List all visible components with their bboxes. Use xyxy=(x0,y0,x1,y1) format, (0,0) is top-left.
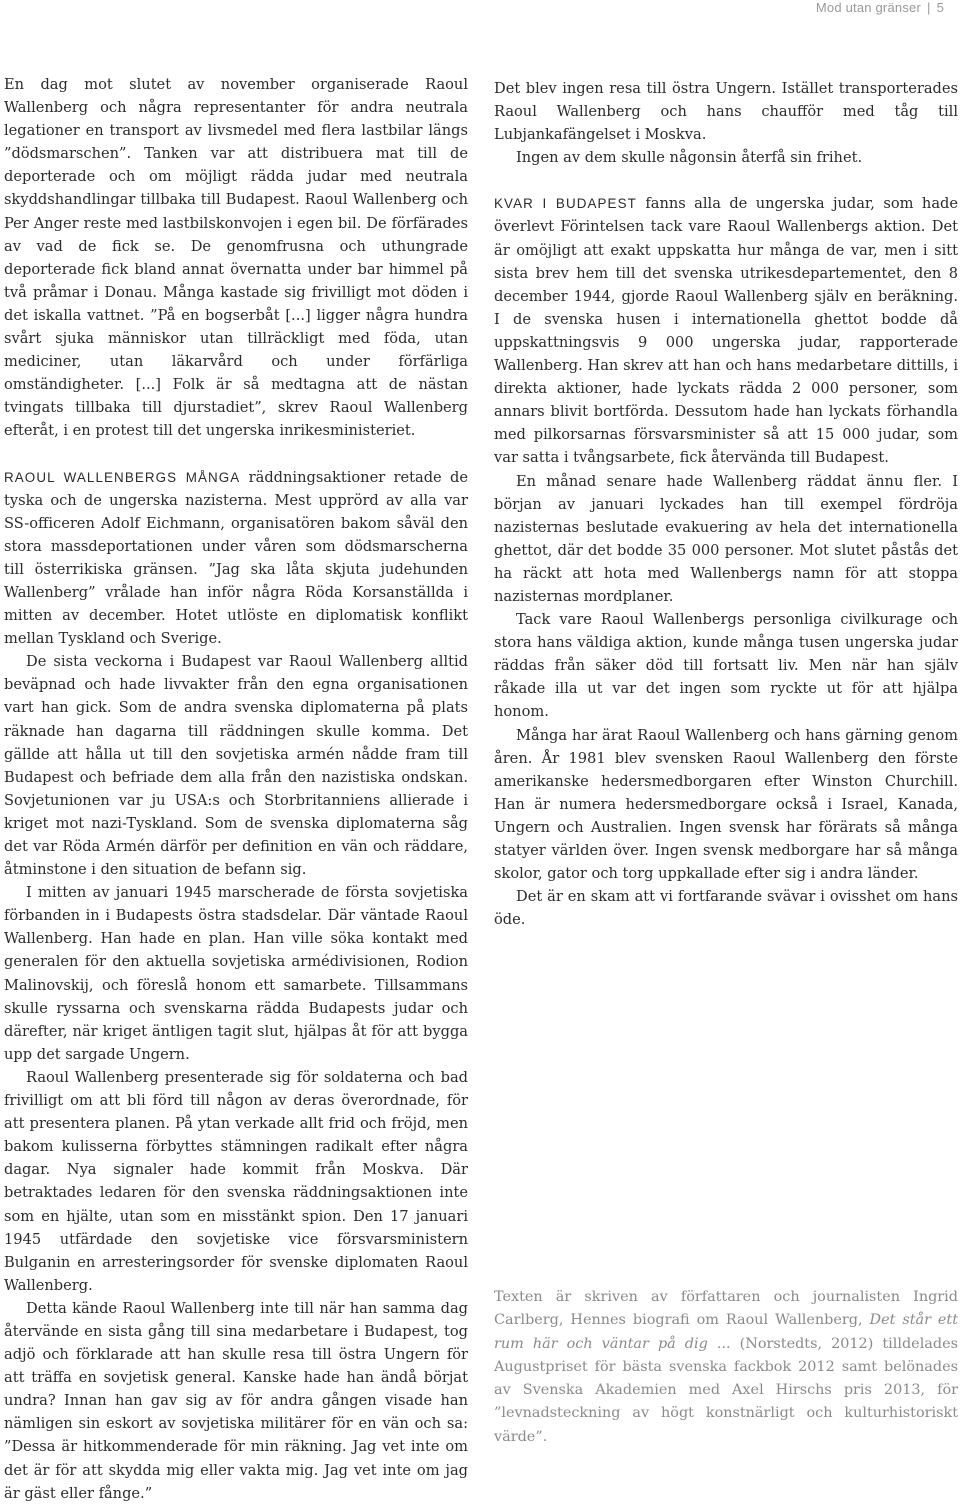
paragraph: De sista veckorna i Budapest var Raoul Wallenberg alltid beväpnad och hade livvakter från den egna organisationen vart han gick. Som de andra svenska diplomaterna på plats räknade han dagarna till räddningen skulle komma. Det gällde att hålla ut till den sovjetiska armén nådde fram till Budapest och befriade dem alla från den nazistiska ondskan. Sovjetunionen var ju USA:s och Storbritanniens allierade i kriget mot nazi-Tyskland. Som de svenska diplomaterna såg det var Röda Armén därför per definition en vän och räddare, åtminstone i den situation de befann sig. xyxy=(4,653,468,879)
paragraph: Detta kände Raoul Wallenberg inte till när han samma dag återvände en sista gång till sina medarbetare i Budapest, tog adjö och förklarade att han skulle resa till östra Ungern för att träffa en sovjetisk general. Kanske hade han ändå börjat undra? Innan han gav sig av för andra gången visade han nämligen sin eskort av sovjetiska militärer för en vän och sa: ”Dessa är hitkommenderade för min räkning. Jag vet inte om det är för att skydda mig eller vakta mig. Jag vet inte om jag är gäst eller fånge.” xyxy=(4,1299,468,1502)
paragraph: En månad senare hade Wallenberg räddat ännu fler. I början av januari lyckades han till exempel fördröja nazisternas beslutade evakuering av hela det internationella ghettot, där det bodde 35 000 personer. Mot slutet påstås det ha räckt att hota med Wallenbergs namn för att stoppa nazisternas mordplaner. xyxy=(494,472,958,605)
paragraph-section-start xyxy=(4,466,468,651)
section-lead-in: RAOUL WALLENBERGS MÅNGA xyxy=(4,469,241,485)
page-number: 5 xyxy=(936,0,944,15)
right-column xyxy=(494,77,958,931)
left-column xyxy=(4,73,468,1505)
paragraph: En dag mot slutet av november organiserade Raoul Wallenberg och några representanter för andra neutrala legationer en transport av livsmedel med flera lastbilar längs ”dödsmarschen”. Tanken var att distribuera mat till de deporterade och om möjligt rädda judar med neutrala skyddshandlingar tillbaka till Budapest. Raoul Wallenberg och Per Anger reste med lastbilskonvojen i egen bil. De förfärades av vad de fick se. De genomfrusna och uthungrade deporterade fick bland annat övernatta under bar himmel på två pråmar i Donau. Många kastade sig frivilligt mot döden i det iskalla vattnet. ”På en bogserbåt [...] ligger några hundra svårt sjuka människor utan tillräckligt med föda, utan mediciner, utan läkarvård och under förfärliga omständigheter. [...] Folk är så medtagna att de nästan tvingats tillbaka till djurstadiet”, skrev Raoul Wallenberg efteråt, i en protest till det ungerska inrikesministeriet. xyxy=(4,76,468,440)
running-header xyxy=(816,0,944,16)
header-separator: | xyxy=(926,0,931,15)
book-title: Det står ett rum här och väntar på dig ... xyxy=(494,1312,958,1352)
footnote-text: (Norstedts, 2012) tilldelades Augustpriset för bästa svenska fackbok 2012 samt belönades av Svenska Akademien med Axel Hirschs pris 2013, för ”levnadsteckning av högt konstnärligt och kulturhistoriskt värde”. xyxy=(494,1335,958,1445)
footnote-text: Texten är skriven av författaren och journalisten Ingrid Carlberg, Hennes biografi om Raoul Wallenberg, xyxy=(494,1289,958,1329)
paragraph: Det är en skam att vi fortfarande svävar i ovisshet om hans öde. xyxy=(494,888,958,929)
paragraph: Raoul Wallenberg presenterade sig för soldaterna och bad frivilligt om att bli förd till någon av deras överordnade, för att presentera planen. På ytan verkade allt frid och fröjd, men bakom kulisserna förbyttes stämningen radikalt efter några dagar. Nya signaler hade kommit från Moskva. Där betraktades ledaren för den svenska räddningsaktionen inte som en hjälte, utan som en misstänkt spion. Den 17 januari 1945 utfärdade den sovjetiske vice försvarsministern Bulganin en arresteringsorder för svenske diplomaten Raoul Wallenberg. xyxy=(4,1068,468,1294)
publication-title: Mod utan gränser xyxy=(815,0,921,15)
paragraph: Ingen av dem skulle någonsin återfå sin frihet. xyxy=(516,149,863,167)
paragraph: Det blev ingen resa till östra Ungern. Istället transporterades Raoul Wallenberg och hans chaufför med tåg till Lubjankafängelset i Moskva. xyxy=(494,80,958,144)
author-footnote xyxy=(494,1286,958,1449)
paragraph-text: fanns alla de ungerska judar, som hade överlevt Förintelsen tack vare Raoul Wallenbergs aktion. Det är omöjligt att exakt uppskatta hur många de var, men i sitt sista brev hem till det svenska utrikesdepartementet, den 8 december 1944, gjorde Raoul Wallenberg själv en beräkning. I de svenska husen i internationella ghettot bodde då uppskattningsvis 9 000 ungerska judar, rapporterade Wallenberg. Han skrev att han och hans medarbetare dittills, i direkta aktioner, hade lyckats rädda 2 000 personer, som annars blivit bortförda. Dessutom hade han lyckats förhandla med pilkorsarnas försvarsminister så att 15 000 judar, som var satta i tvångsarbete, fick återvända till Budapest. xyxy=(494,195,958,467)
paragraph-section-start xyxy=(494,192,958,469)
paragraph: I mitten av januari 1945 marscherade de första sovjetiska förbanden in i Budapests östra stadsdelar. Där väntade Raoul Wallenberg. Han hade en plan. Han ville söka kontakt med generalen för den aktuella sovjetiska armédivisionen, Rodion Malinovskij, och föreslå honom ett samarbete. Tillsammans skulle ryssarna och svenskarna rädda Budapests judar och därefter, när kriget äntligen tagit slut, hjälpas åt för att bygga upp det sargade Ungern. xyxy=(4,884,468,1063)
paragraph-text: räddningsaktioner retade de tyska och de ungerska nazisterna. Mest upprörd av alla var SS-officeren Adolf Eichmann, organisatören bakom såväl den stora massdeportationen under våren som dödsmarscherna till österrikiska gränsen. ”Jag ska låta skjuta judehunden Wallenberg” vrålade han inför några Röda Korsanställda i mitten av december. Hotet utlöste en diplomatisk konflikt mellan Tyskland och Sverige. xyxy=(4,468,468,648)
paragraph: Tack vare Raoul Wallenbergs personliga civilkurage och stora hans väldiga aktion, kunde många tusen ungerska judar räddas från säker död till fortsatt liv. Men när han själv råkade illa ut var det ingen som ryckte ut för att hjälpa honom. xyxy=(494,611,958,721)
paragraph: Många har ärat Raoul Wallenberg och hans gärning genom åren. År 1981 blev svensken Raoul Wallenberg den förste amerikanske hedersmedborgaren efter Winston Churchill. Han är numera hedersmedborgare också i Israel, Kanada, Ungern och Australien. Ingen svensk har förärats så många statyer världen över. Ingen svensk medborgare har så många skolor, gator och torg uppkallade efter sig i andra länder. xyxy=(494,726,958,883)
section-lead-in: KVAR I BUDAPEST xyxy=(494,196,637,212)
